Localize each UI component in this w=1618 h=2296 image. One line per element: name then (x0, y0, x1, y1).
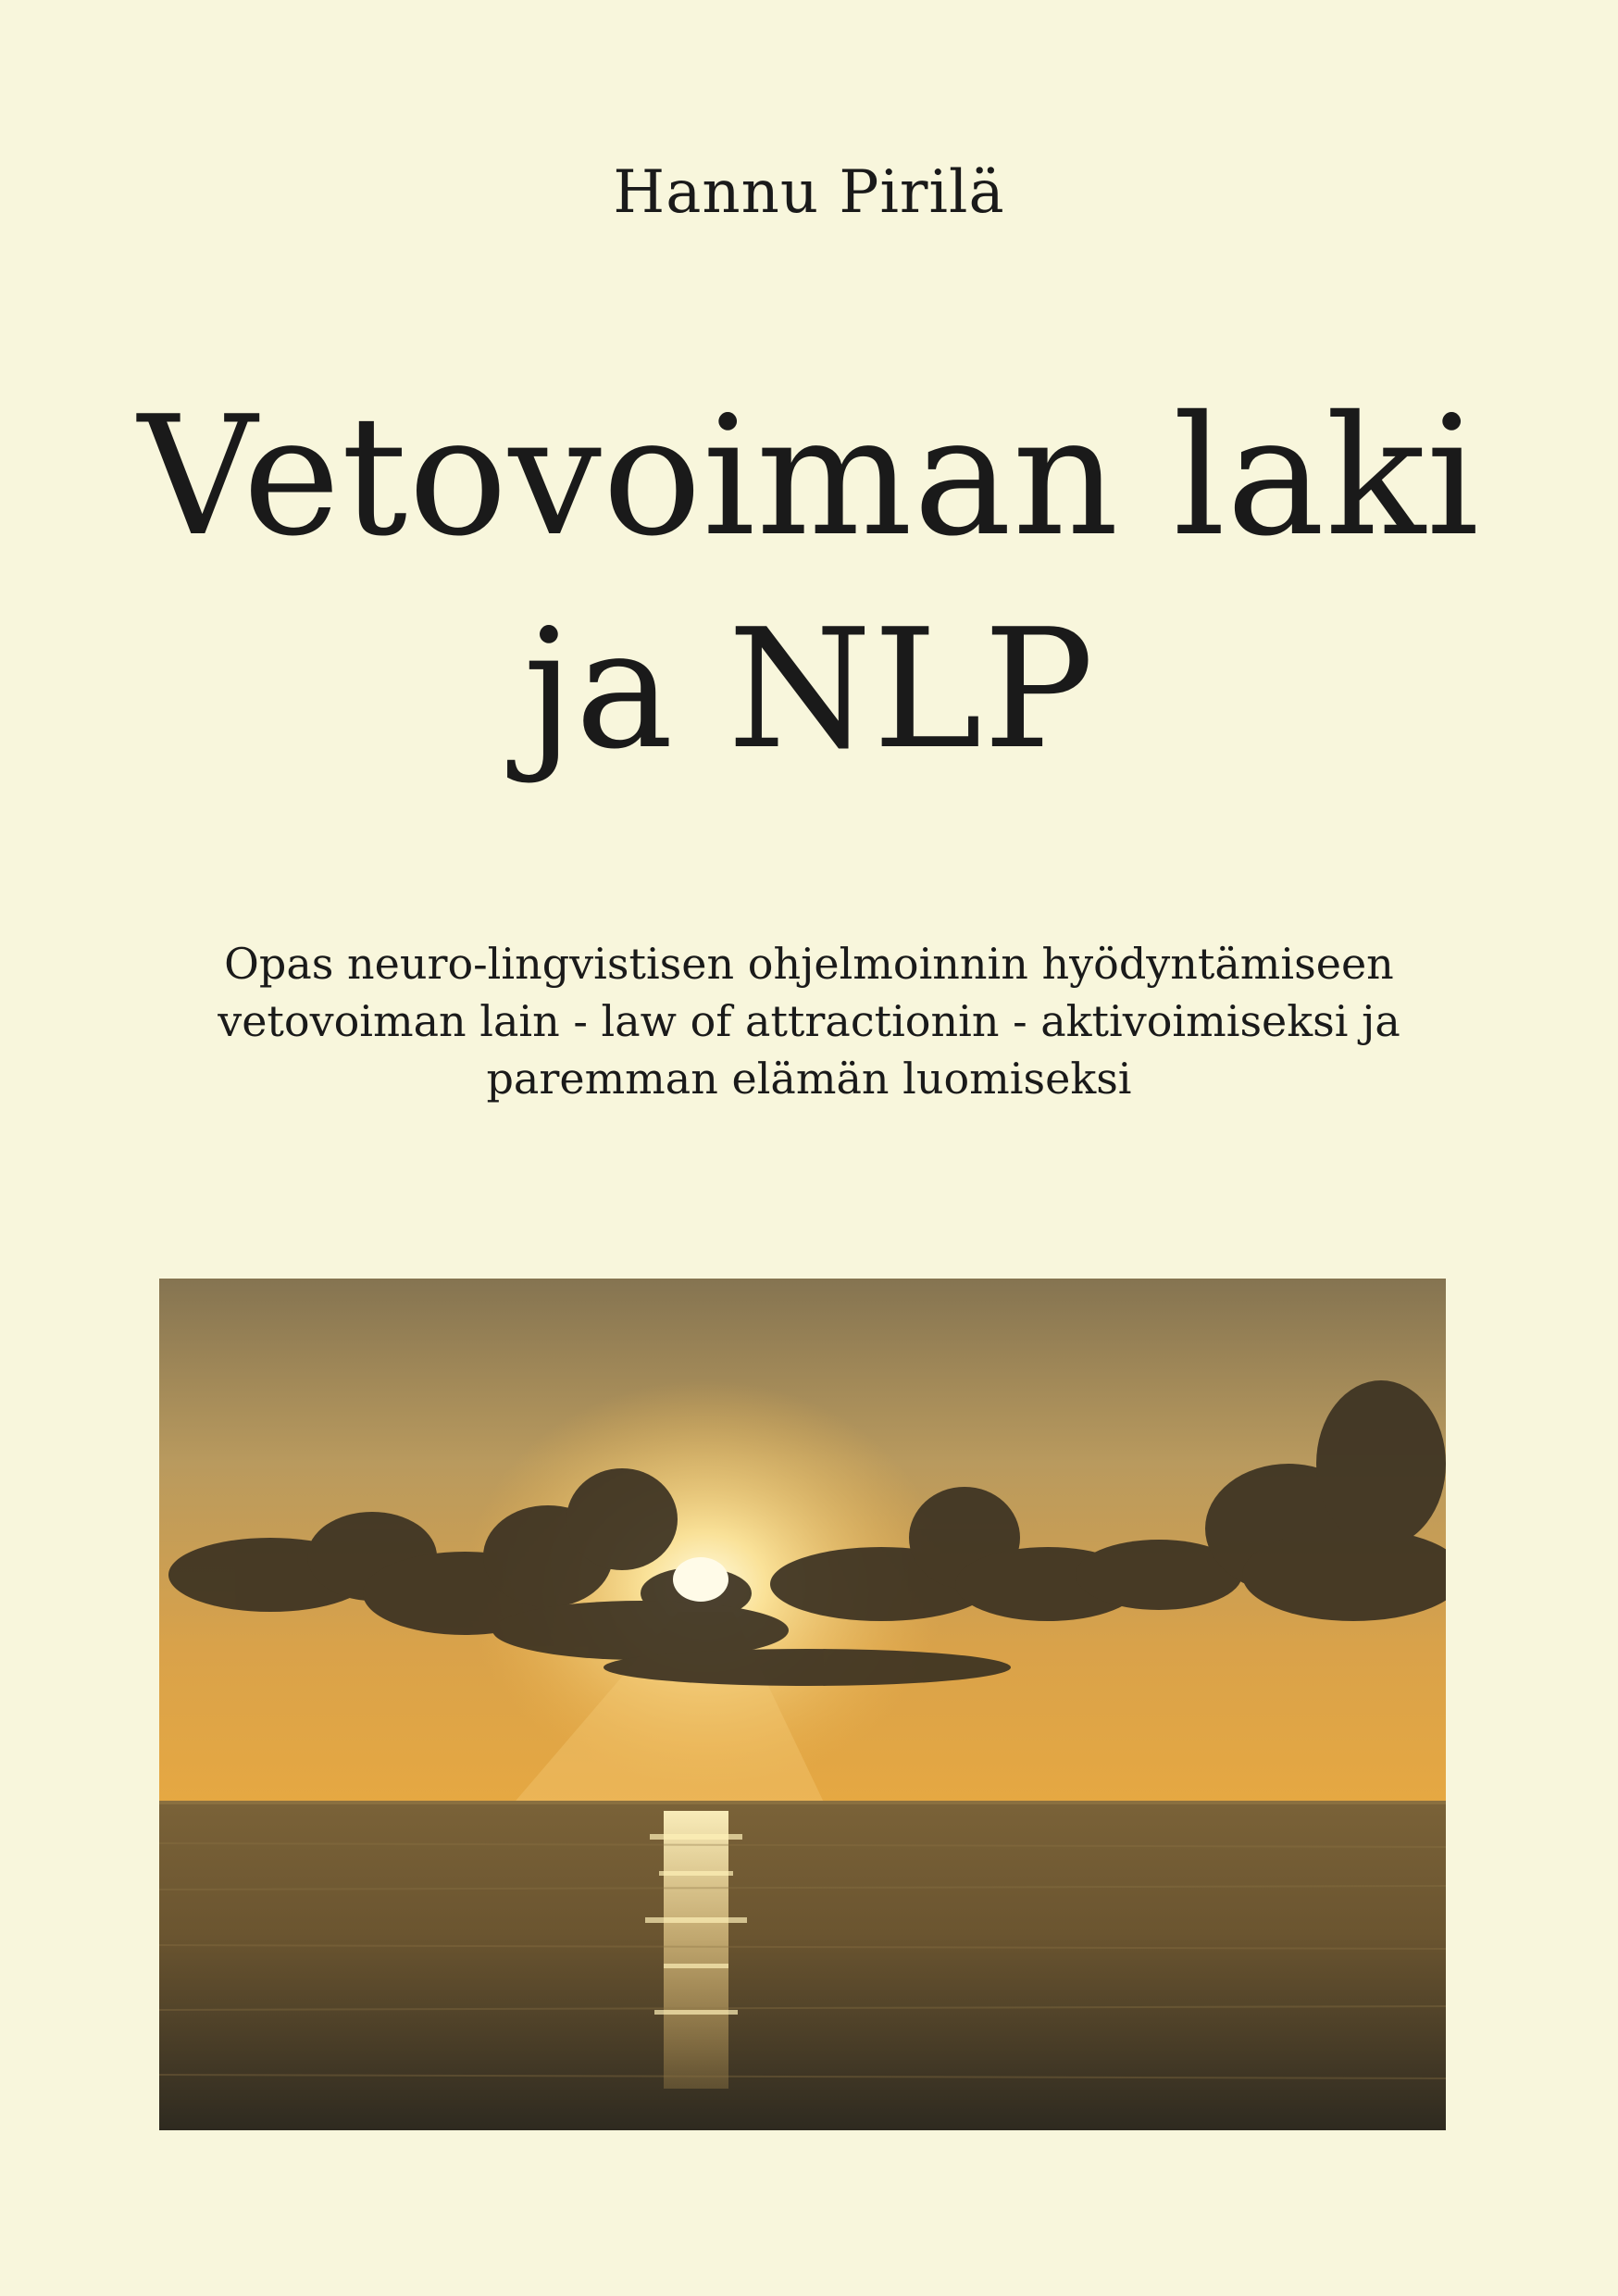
sunset-sea-photo (159, 1279, 1446, 2130)
book-title (0, 370, 1618, 796)
title-line-2: ja NLP (523, 593, 1095, 785)
title-line-1: Vetovoiman laki (138, 381, 1480, 572)
subtitle-line-2: vetovoiman lain - law of attractionin - aktivoimiseksi ja (218, 996, 1400, 1046)
subtitle-line-3: paremman elämän luomiseksi (486, 1054, 1132, 1104)
book-subtitle (93, 935, 1525, 1107)
author-name: Hannu Pirilä (613, 158, 1005, 227)
subtitle-line-1: Opas neuro-lingvistisen ohjelmoinnin hyödyntämiseen (224, 939, 1394, 989)
